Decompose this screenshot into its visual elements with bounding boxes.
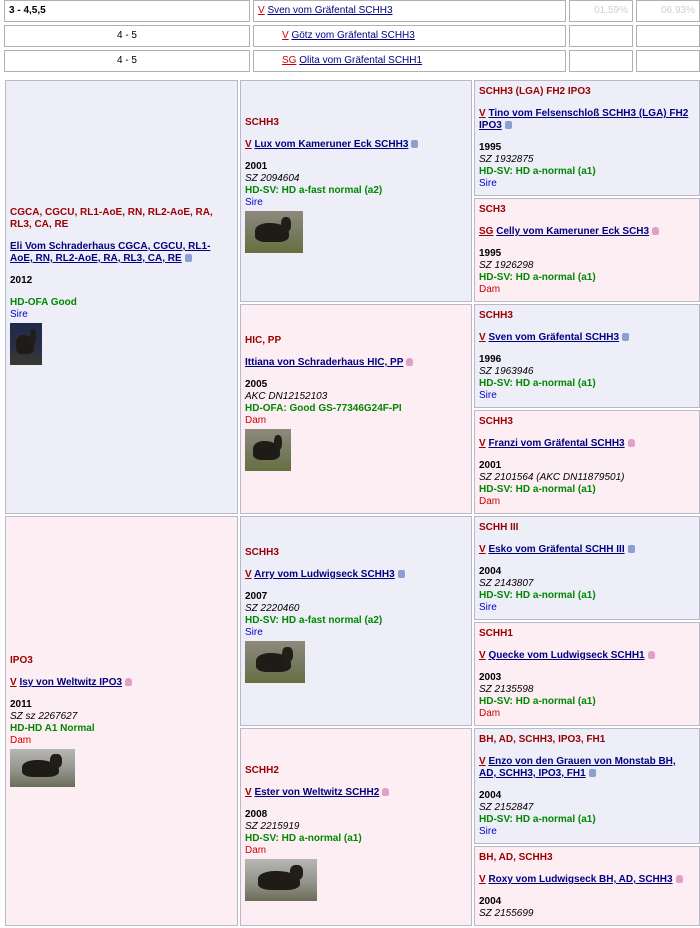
dog-registration: AKC DN12152103 (245, 391, 328, 402)
dog-health: HD-OFA Good (10, 297, 77, 308)
female-icon (382, 788, 389, 796)
dog-grade[interactable]: V (10, 677, 17, 688)
dog-grade[interactable]: V (479, 650, 486, 661)
dog-grade[interactable]: V (479, 332, 486, 343)
pedigree-great-grandparent (474, 80, 700, 196)
dog-name-link[interactable]: Ester von Weltwitz SCHH2 (254, 787, 380, 798)
dog-role: Dam (245, 415, 267, 426)
dog-titles: SCHH3 (LGA) FH2 IPO3 (479, 86, 591, 97)
dog-name-line (245, 139, 467, 151)
dog-health: HD-SV: HD a-normal (a1) (479, 696, 596, 707)
male-icon (398, 570, 405, 578)
dog-name-line (479, 756, 695, 780)
female-icon (676, 875, 683, 883)
dog-name-link[interactable]: Ittiana von Schraderhaus HIC, PP (245, 357, 404, 368)
dog-birth-year: 2012 (10, 275, 33, 286)
dog-registration: SZ 2094604 (245, 173, 300, 184)
dog-photo[interactable] (10, 323, 42, 365)
inbreeding-percent-1: 01.59% (569, 0, 633, 22)
dog-name-line (245, 357, 467, 369)
dog-grade[interactable]: V (282, 30, 289, 41)
dog-role: Sire (479, 602, 497, 613)
dog-name-link[interactable]: Eli Vom Schraderhaus CGCA, CGCU, RL1-AoE, RN, RL2-AoE, RA, RL3, CA, RE (10, 241, 211, 264)
dog-registration: SZ 2155699 (479, 908, 534, 919)
dog-birth-year: 2003 (479, 672, 502, 683)
pedigree-dam (5, 516, 238, 926)
male-icon (185, 254, 192, 262)
dog-grade[interactable]: V (479, 756, 486, 767)
dog-health: HD-SV: HD a-normal (a1) (479, 814, 596, 825)
dog-birth-year: 2005 (245, 379, 268, 390)
inbreeding-generation: 4 - 5 (4, 25, 250, 47)
dog-health: HD-SV: HD a-fast normal (a2) (245, 185, 383, 196)
dog-grade[interactable]: V (479, 438, 486, 449)
dog-titles: HIC, PP (245, 335, 282, 346)
dog-role: Sire (479, 826, 497, 837)
dog-registration: SZ 1932875 (479, 154, 534, 165)
dog-grade[interactable]: V (258, 5, 265, 16)
dog-grade[interactable]: V (479, 108, 486, 119)
dog-titles: SCHH3 (479, 416, 513, 427)
dog-titles: SCHH3 (245, 547, 279, 558)
dog-role: Sire (479, 390, 497, 401)
dog-name-link[interactable]: Roxy vom Ludwigseck BH, AD, SCHH3 (488, 874, 673, 885)
inbreeding-row (4, 0, 700, 22)
dog-health: HD-SV: HD a-fast normal (a2) (245, 615, 383, 626)
dog-birth-year: 1995 (479, 248, 502, 259)
dog-health: HD-SV: HD a-normal (a1) (479, 166, 596, 177)
female-icon (648, 651, 655, 659)
female-icon (406, 358, 413, 366)
dog-registration: SZ 2143807 (479, 578, 534, 589)
inbreeding-dog (253, 0, 566, 22)
dog-birth-year: 1996 (479, 354, 502, 365)
inbreeding-generation: 4 - 5 (4, 50, 250, 72)
inbreeding-percent-1 (569, 25, 633, 47)
dog-name-link[interactable]: Esko vom Gräfental SCHH III (488, 544, 625, 555)
pedigree-great-grandparent (474, 304, 700, 408)
male-icon (622, 333, 629, 341)
dog-registration: SZ 1926298 (479, 260, 534, 271)
dog-registration: SZ 2220460 (245, 603, 300, 614)
pedigree-grandparent (240, 304, 472, 514)
pedigree-sire (5, 80, 238, 514)
dog-name-line (479, 544, 695, 556)
dog-titles: BH, AD, SCHH3 (479, 852, 553, 863)
male-icon (589, 769, 596, 777)
dog-birth-year: 2004 (479, 896, 502, 907)
dog-titles: IPO3 (10, 655, 33, 666)
dog-registration: SZ sz 2267627 (10, 711, 78, 722)
dog-titles: SCHH3 (245, 117, 279, 128)
inbreeding-row (4, 25, 700, 47)
inbreeding-percent-2 (636, 25, 700, 47)
dog-name-link[interactable]: Tino vom Felsenschloß SCHH3 (LGA) FH2 IPO3 (479, 108, 689, 131)
dog-name-link[interactable]: Lux vom Kameruner Eck SCHH3 (254, 139, 409, 150)
dog-role: Sire (245, 627, 263, 638)
male-icon (411, 140, 418, 148)
dog-name-link[interactable]: Olita vom Gräfental SCHH1 (299, 55, 423, 66)
dog-titles: SCHH2 (245, 765, 279, 776)
dog-grade[interactable]: V (479, 874, 486, 885)
inbreeding-table (4, 0, 700, 75)
dog-birth-year: 2001 (479, 460, 502, 471)
pedigree-grandparent (240, 80, 472, 302)
dog-name-line (479, 332, 695, 344)
pedigree-great-grandparent (474, 516, 700, 620)
dog-photo[interactable] (10, 749, 75, 787)
dog-photo[interactable] (245, 859, 317, 901)
dog-name-link[interactable]: Sven vom Gräfental SCHH3 (488, 332, 620, 343)
dog-photo[interactable] (245, 429, 291, 471)
dog-health: HD-SV: HD a-normal (a1) (479, 590, 596, 601)
dog-health: HD-HD A1 Normal (10, 723, 95, 734)
inbreeding-percent-2: 06.93% (636, 0, 700, 22)
dog-name-line (10, 241, 233, 265)
dog-name-link[interactable]: Franzi vom Gräfental SCHH3 (488, 438, 625, 449)
dog-birth-year: 2008 (245, 809, 268, 820)
inbreeding-percent-2 (636, 50, 700, 72)
dog-registration: SZ 2101564 (AKC DN11879501) (479, 472, 625, 483)
dog-name-line (10, 677, 233, 689)
inbreeding-percent-1 (569, 50, 633, 72)
inbreeding-dog (253, 25, 566, 47)
dog-grade[interactable]: V (245, 139, 252, 150)
dog-registration: SZ 1963946 (479, 366, 534, 377)
dog-name-line (479, 226, 695, 238)
pedigree-great-grandparent (474, 728, 700, 844)
male-icon (505, 121, 512, 129)
dog-grade[interactable]: V (479, 544, 486, 555)
female-icon (628, 439, 635, 447)
dog-titles: BH, AD, SCHH3, IPO3, FH1 (479, 734, 606, 745)
inbreeding-generation: 3 - 4,5,5 (4, 0, 250, 22)
dog-birth-year: 1995 (479, 142, 502, 153)
male-icon (628, 545, 635, 553)
dog-role: Dam (479, 496, 501, 507)
dog-titles: SCHH III (479, 522, 519, 533)
dog-name-link[interactable]: Arry vom Ludwigseck SCHH3 (254, 569, 395, 580)
dog-name-link[interactable]: Enzo von den Grauen von Monstab BH, AD, SCHH3, IPO3, FH1 (479, 756, 676, 779)
female-icon (125, 678, 132, 686)
pedigree-great-grandparent (474, 846, 700, 926)
dog-health: HD-SV: HD a-normal (a1) (479, 272, 596, 283)
dog-grade[interactable]: V (245, 569, 252, 580)
dog-role: Dam (479, 284, 501, 295)
dog-birth-year: 2004 (479, 566, 502, 577)
dog-birth-year: 2004 (479, 790, 502, 801)
pedigree-grandparent (240, 516, 472, 726)
dog-titles: SCHH3 (479, 310, 513, 321)
pedigree-great-grandparent (474, 622, 700, 726)
dog-name-line (479, 108, 695, 132)
dog-grade[interactable]: SG (282, 55, 297, 66)
pedigree-great-grandparent (474, 198, 700, 302)
dog-photo[interactable] (245, 641, 305, 683)
dog-health: HD-SV: HD a-normal (a1) (479, 484, 596, 495)
dog-grade[interactable]: V (245, 787, 252, 798)
dog-name-link[interactable]: Sven vom Gräfental SCHH3 (267, 5, 393, 16)
dog-registration: SZ 2135598 (479, 684, 534, 695)
dog-registration: SZ 2215919 (245, 821, 300, 832)
dog-role: Dam (479, 708, 501, 719)
dog-role: Dam (10, 735, 32, 746)
dog-birth-year: 2001 (245, 161, 268, 172)
dog-name-link[interactable]: Quecke vom Ludwigseck SCHH1 (488, 650, 645, 661)
dog-titles: CGCA, CGCU, RL1-AoE, RN, RL2-AoE, RA, RL3, CA, RE (10, 207, 213, 230)
dog-birth-year: 2011 (10, 699, 32, 710)
dog-registration: SZ 2152847 (479, 802, 534, 813)
dog-health: HD-SV: HD a-normal (a1) (245, 833, 362, 844)
dog-grade[interactable]: SG (479, 226, 494, 237)
female-icon (652, 227, 659, 235)
dog-name-link[interactable]: Isy von Weltwitz IPO3 (19, 677, 123, 688)
dog-health: HD-OFA: Good GS-77346G24F-PI (245, 403, 402, 414)
dog-name-line (245, 787, 467, 799)
dog-photo[interactable] (245, 211, 303, 253)
dog-role: Sire (479, 178, 497, 189)
dog-name-link[interactable]: Celly vom Kameruner Eck SCH3 (496, 226, 650, 237)
dog-role: Sire (245, 197, 263, 208)
dog-birth-year: 2007 (245, 591, 268, 602)
inbreeding-row (4, 50, 700, 72)
inbreeding-dog (253, 50, 566, 72)
dog-name-link[interactable]: Götz vom Gräfental SCHH3 (291, 30, 415, 41)
dog-name-line (479, 874, 695, 886)
dog-titles: SCHH1 (479, 628, 513, 639)
pedigree-great-grandparent (474, 410, 700, 514)
dog-name-line (479, 650, 695, 662)
dog-name-line (245, 569, 467, 581)
dog-role: Sire (10, 309, 28, 320)
dog-health: HD-SV: HD a-normal (a1) (479, 378, 596, 389)
dog-name-line (479, 438, 695, 450)
pedigree-grandparent (240, 728, 472, 926)
dog-role: Dam (245, 845, 267, 856)
dog-titles: SCH3 (479, 204, 506, 215)
